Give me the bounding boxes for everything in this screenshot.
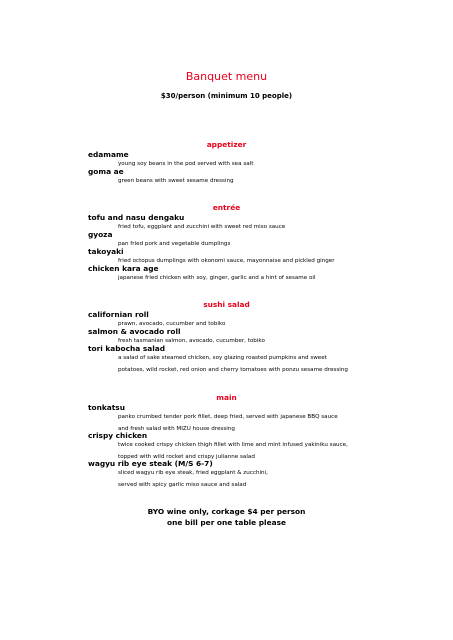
menu-item-edamame: edamame — [88, 150, 129, 159]
section-heading-appetizer: appetizer — [206, 140, 247, 149]
menu-item-takoyaki: takoyaki — [88, 247, 124, 256]
section-heading-main: main — [216, 393, 237, 402]
menu-item-desc: fried tofu, eggplant and zucchini with sweet red miso sauce — [118, 224, 286, 230]
menu-title: Banquet menu — [185, 70, 268, 83]
menu-footer — [0, 507, 453, 528]
footer-byo-note: BYO wine only, corkage $4 per person — [147, 507, 306, 516]
menu-item-desc: green beans with sweet sesame dressing — [118, 178, 234, 184]
menu-item-desc: japanese fried chicken with soy, ginger, garlic and a hint of sesame oil — [118, 275, 316, 281]
menu-item-crispy-chicken: crispy chicken — [88, 431, 148, 440]
section-heading-entree: entrée — [212, 203, 241, 212]
menu-item-desc: fresh tasmanian salmon, avocado, cucumber, tobiko — [118, 338, 265, 344]
menu-item-tonkatsu: tonkatsu — [88, 403, 125, 412]
menu-item-goma-ae: goma ae — [88, 167, 124, 176]
menu-item-gyoza: gyoza — [88, 230, 113, 239]
section-heading-sushi-salad: sushi salad — [203, 300, 250, 309]
menu-price: $30/person (minimum 10 people) — [160, 92, 293, 100]
menu-item-californian-roll: californian roll — [88, 310, 149, 319]
menu-item-desc: pan fried pork and vegetable dumplings — [118, 241, 231, 247]
menu-item-chicken-kara-age: chicken kara age — [88, 264, 159, 273]
menu-item-desc: fried octopus dumplings with okonomi sauce, mayonnaise and pickled ginger — [118, 258, 335, 264]
menu-item-desc: a salad of sake steamed chicken, soy glazing roasted pumpkins and sweet potatoes, wild rocket, red onion and cherry tomatoes with ponzu sesame dressing — [118, 355, 348, 373]
menu-item-desc: twice cooked crispy chicken thigh fillet with lime and mint infused yakiniku sauce, topped with wild rocket and crispy julianne salad — [118, 442, 348, 460]
menu-item-wagyu-rib-eye-steak: wagyu rib eye steak (M/S 6-7) — [88, 459, 213, 468]
menu-item-salmon-avocado-roll: salmon & avocado roll — [88, 327, 181, 336]
footer-bill-note: one bill per one table please — [167, 517, 286, 527]
menu-item-desc: prawn, avocado, cucumber and tobiko — [118, 321, 226, 327]
menu-item-tori-kabocha-salad: tori kabocha salad — [88, 344, 166, 353]
menu-item-tofu-and-nasu-dengaku: tofu and nasu dengaku — [88, 213, 185, 222]
menu-item-desc: sliced wagyu rib eye steak, fried eggplant & zucchini, served with spicy garlic miso sauce and salad — [118, 470, 268, 488]
menu-item-desc: panko crumbed tender pork fillet, deep fried, served with japanese BBQ sauce and fresh salad with MIZU house dressing — [118, 414, 338, 432]
menu-item-desc: young soy beans in the pod served with sea salt — [118, 161, 254, 167]
